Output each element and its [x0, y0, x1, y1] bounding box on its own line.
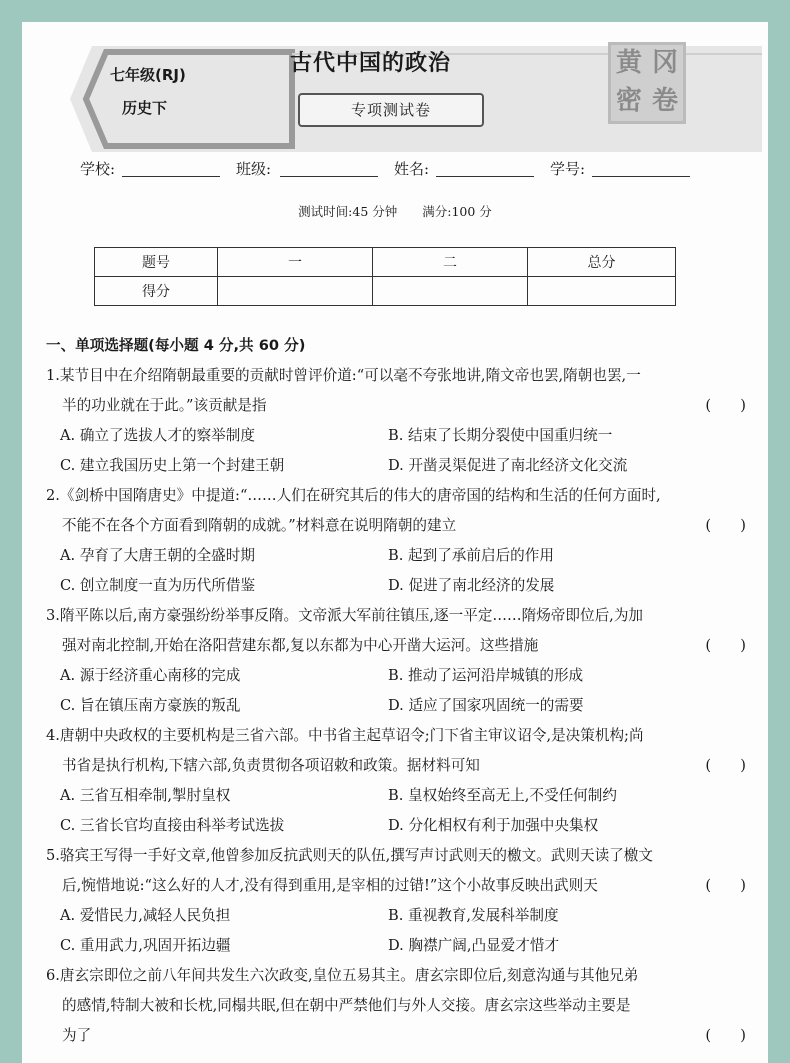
- option-d[interactable]: D. 分化相权有利于加强中央集权: [388, 817, 599, 834]
- table-cell: 得分: [95, 277, 218, 306]
- option-d[interactable]: D. 胸襟广阔,凸显爱才惜才: [388, 937, 560, 954]
- logo-char: 冈: [651, 48, 678, 78]
- option-d[interactable]: D. 促进了南北经济的发展: [388, 577, 555, 594]
- student-id-field[interactable]: [592, 176, 690, 177]
- class-label: 班级:: [236, 160, 272, 178]
- logo-char: 黄: [615, 48, 642, 78]
- grade-label: 七年级(RJ): [110, 66, 186, 84]
- score-table: [94, 247, 676, 306]
- question-text: 1.某节目中在介绍隋朝最重要的贡献时曾评价道:“可以毫不夸张地讲,隋文帝也罢,隋朝也罢,一: [46, 367, 641, 384]
- table-cell: 题号: [95, 248, 218, 277]
- option-a[interactable]: A. 三省互相牵制,掣肘皇权: [60, 787, 231, 804]
- question-text: 3.隋平陈以后,南方豪强纷纷举事反隋。文帝派大军前往镇压,逐一平定……隋炀帝即位后,为加: [46, 607, 644, 624]
- page-title: 古代中国的政治: [290, 51, 452, 76]
- option-b[interactable]: B. 皇权始终至高无上,不受任何制约: [388, 787, 617, 804]
- question-text: 的感情,特制大被和长枕,同榻共眠,但在朝中严禁他们与外人交接。唐玄宗这些举动主要是: [62, 997, 631, 1014]
- subtitle-badge: 专项测试卷: [298, 93, 484, 127]
- class-field[interactable]: [280, 176, 378, 177]
- question-text: 半的功业就在于此。”该贡献是指: [62, 397, 267, 414]
- school-field[interactable]: [122, 176, 220, 177]
- logo-char: 卷: [651, 86, 678, 116]
- option-b[interactable]: B. 重视教育,发展科举制度: [388, 907, 559, 924]
- score-cell[interactable]: [528, 277, 676, 306]
- table-cell: 总分: [528, 248, 676, 277]
- question-text: 4.唐朝中央政权的主要机构是三省六部。中书省主起草诏令;门下省主审议诏令,是决策机构;尚: [46, 727, 644, 744]
- question-text: 5.骆宾王写得一手好文章,他曾参加反抗武则天的队伍,撰写声讨武则天的檄文。武则天读了檄文: [46, 847, 653, 864]
- name-label: 姓名:: [394, 160, 430, 178]
- answer-blank[interactable]: ( ): [705, 1027, 746, 1044]
- score-cell[interactable]: [218, 277, 373, 306]
- option-d[interactable]: D. 适应了国家巩固统一的需要: [388, 697, 584, 714]
- table-row: [95, 277, 676, 306]
- question-text: 书省是执行机构,下辖六部,负责贯彻各项诏敕和政策。据材料可知: [62, 757, 480, 774]
- option-a[interactable]: A. 源于经济重心南移的完成: [60, 667, 241, 684]
- subject-label: 历史下: [122, 99, 168, 117]
- table-cell: 一: [218, 248, 373, 277]
- answer-blank[interactable]: ( ): [705, 757, 746, 774]
- question-text: 强对南北控制,开始在洛阳营建东都,复以东都为中心开凿大运河。这些措施: [62, 637, 539, 654]
- section-heading: 一、单项选择题(每小题 4 分,共 60 分): [46, 337, 306, 354]
- answer-blank[interactable]: ( ): [705, 637, 746, 654]
- answer-blank[interactable]: ( ): [705, 517, 746, 534]
- option-c[interactable]: C. 建立我国历史上第一个封建王朝: [60, 457, 285, 474]
- option-a[interactable]: A. 爱惜民力,减轻人民负担: [60, 907, 231, 924]
- answer-blank[interactable]: ( ): [705, 877, 746, 894]
- student-id-label: 学号:: [550, 160, 586, 178]
- option-c[interactable]: C. 重用武力,巩固开拓边疆: [60, 937, 231, 954]
- option-a[interactable]: A. 孕育了大唐王朝的全盛时期: [60, 547, 255, 564]
- name-field[interactable]: [436, 176, 534, 177]
- question-text: 2.《剑桥中国隋唐史》中提道:“……人们在研究其后的伟大的唐帝国的结构和生活的任何方面时,: [46, 487, 661, 504]
- question-text: 为了: [62, 1027, 92, 1044]
- question-text: 不能不在各个方面看到隋朝的成就。”材料意在说明隋朝的建立: [62, 517, 457, 534]
- test-meta: 测试时间:45 分钟 满分:100 分: [298, 204, 492, 219]
- option-c[interactable]: C. 旨在镇压南方豪族的叛乱: [60, 697, 241, 714]
- table-row: [95, 248, 676, 277]
- question-text: 6.唐玄宗即位之前八年间共发生六次政变,皇位五易其主。唐玄宗即位后,刻意沟通与其他兄弟: [46, 967, 639, 984]
- option-c[interactable]: C. 三省长官均直接由科举考试选拔: [60, 817, 285, 834]
- table-cell: 二: [373, 248, 528, 277]
- score-cell[interactable]: [373, 277, 528, 306]
- option-b[interactable]: B. 起到了承前启后的作用: [388, 547, 554, 564]
- option-b[interactable]: B. 结束了长期分裂使中国重归统一: [388, 427, 613, 444]
- option-a[interactable]: A. 确立了选拔人才的察举制度: [60, 427, 255, 444]
- option-c[interactable]: C. 创立制度一直为历代所借鉴: [60, 577, 256, 594]
- option-d[interactable]: D. 开凿灵渠促进了南北经济文化交流: [388, 457, 628, 474]
- option-b[interactable]: B. 推动了运河沿岸城镇的形成: [388, 667, 584, 684]
- logo-char: 密: [615, 86, 642, 116]
- exam-paper: [22, 22, 768, 1063]
- answer-blank[interactable]: ( ): [705, 397, 746, 414]
- question-text: 后,惋惜地说:“这么好的人才,没有得到重用,是宰相的过错!”这个小故事反映出武则天: [62, 877, 598, 894]
- school-label: 学校:: [80, 160, 116, 178]
- brand-logo: [608, 42, 686, 124]
